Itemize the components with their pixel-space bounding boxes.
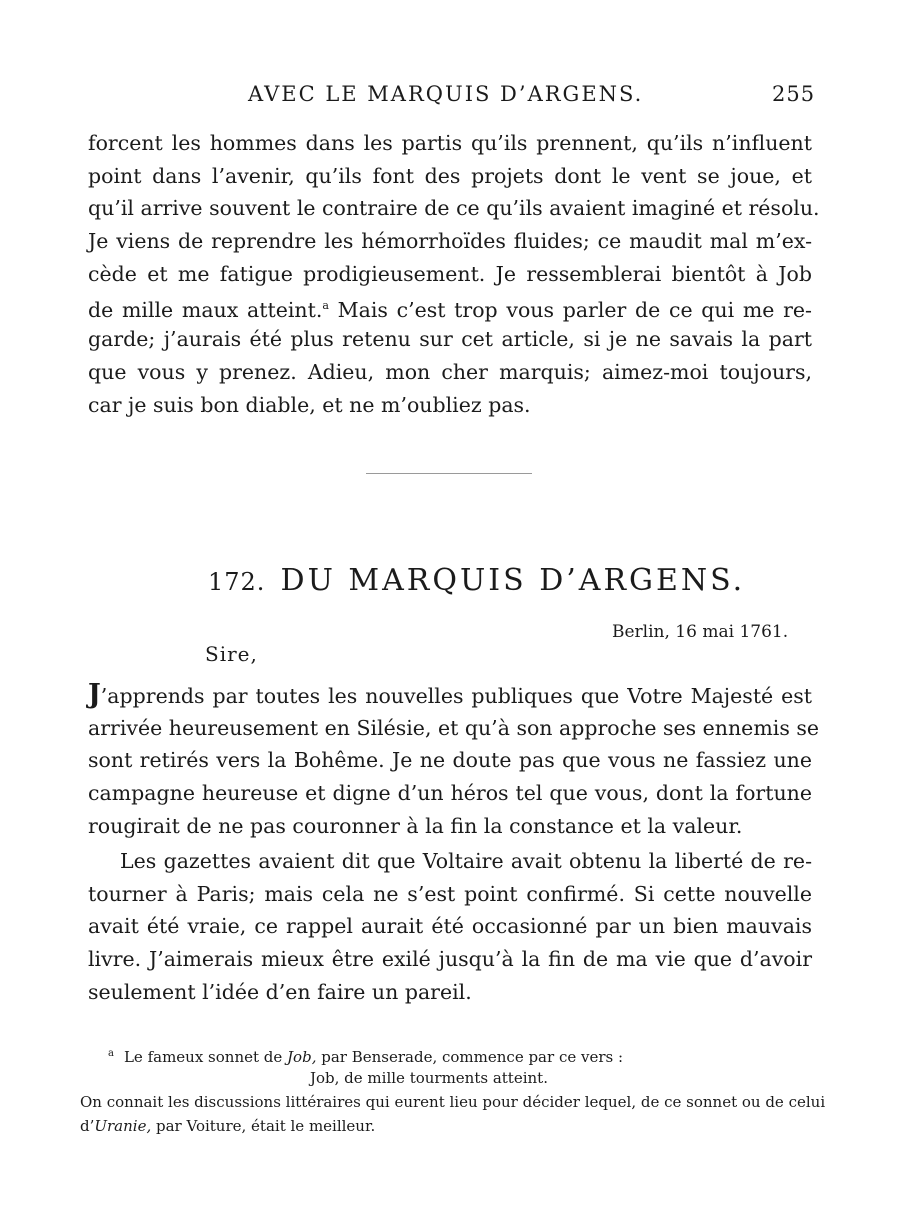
text-fragment: ’apprends par toutes les nouvelles publiques que Votre Majesté est xyxy=(100,684,812,708)
italic-title: Uranie, xyxy=(94,1117,152,1135)
text-line: sont retirés vers la Bohême. Je ne doute pas que vous ne fassiez une xyxy=(88,748,812,773)
text-line: avait été vraie, ce rappel aurait été occasionné par un bien mauvais xyxy=(88,914,812,939)
dateline: Berlin, 16 mai 1761. xyxy=(612,622,789,642)
letter-paragraph-1 xyxy=(88,679,820,842)
running-head xyxy=(0,82,900,116)
letter-title: DU MARQUIS D’ARGENS. xyxy=(280,563,746,598)
text-fragment: par Benserade, commence par ce vers : xyxy=(321,1048,624,1066)
footnote-reference: a xyxy=(322,299,329,313)
text-line: garde; j’aurais été plus retenu sur cet article, si je ne savais la part xyxy=(88,327,812,352)
drop-cap: J xyxy=(88,679,101,710)
text-line: cède et me fatigue prodigieusement. Je ressemblerai bientôt à Job xyxy=(88,261,812,286)
letter-number: 172. xyxy=(208,568,266,596)
text-line: arrivée heureusement en Silésie, et qu’à son approche ses ennemis se xyxy=(88,715,820,740)
text-fragment: par Voiture, était le meilleur. xyxy=(156,1117,376,1135)
text-line: qu’il arrive souvent le contraire de ce qu’ils avaient imaginé et résolu. xyxy=(88,196,820,221)
page-number: 255 xyxy=(772,82,816,106)
footnote-verse: Job, de mille tourments atteint. xyxy=(310,1069,548,1087)
salutation: Sire, xyxy=(205,642,258,666)
text-fragment: Mais c’est trop vous parler de ce qui me re- xyxy=(337,298,812,323)
text-line: car je suis bon diable, et ne m’oubliez pas. xyxy=(88,392,531,417)
text-line: Je viens de reprendre les hémorrhoïdes fluides; ce maudit mal m’ex- xyxy=(88,229,812,254)
footnotes xyxy=(80,1042,826,1138)
text-line: seulement l’idée d’en faire un pareil. xyxy=(88,979,472,1004)
text-line: que vous y prenez. Adieu, mon cher marquis; aimez-moi toujours, xyxy=(88,359,812,384)
text-line: point dans l’avenir, qu’ils font des projets dont le vent se joue, et xyxy=(88,163,812,188)
text-line: forcent les hommes dans les partis qu’ils prennent, qu’ils n’influent xyxy=(88,131,812,155)
text-fragment: d’ xyxy=(80,1117,95,1135)
text-fragment: Le fameux sonnet de xyxy=(123,1048,283,1066)
footnote-marker: a xyxy=(108,1048,114,1059)
previous-letter-ending xyxy=(88,127,820,421)
letter-paragraph-2 xyxy=(88,845,812,1008)
footnote-line xyxy=(80,1042,812,1066)
text-line: tourner à Paris; mais cela ne s’est point confirmé. Si cette nouvelle xyxy=(88,881,812,906)
footnote-line xyxy=(80,1114,812,1138)
text-fragment: de mille maux atteint. xyxy=(88,298,323,323)
text-line-with-dropcap xyxy=(88,679,812,712)
running-title: AVEC LE MARQUIS D’ARGENS. xyxy=(248,82,644,106)
text-line: livre. J’aimerais mieux être exilé jusqu’à la fin de ma vie que d’avoir xyxy=(88,947,812,972)
italic-title: Job, xyxy=(287,1048,317,1066)
text-line: rougirait de ne pas couronner à la fin la constance et la valeur. xyxy=(88,813,743,838)
letter-heading xyxy=(208,563,745,598)
text-line-with-footnote-ref xyxy=(88,290,812,323)
text-line: Les gazettes avaient dit que Voltaire avait obtenu la liberté de re- xyxy=(120,849,812,873)
text-line: campagne heureuse et digne d’un héros tel que vous, dont la fortune xyxy=(88,781,812,806)
footnote-line: On connait les discussions littéraires qui eurent lieu pour décider lequel, de ce sonnet ou de celui xyxy=(80,1093,826,1111)
section-divider xyxy=(366,473,532,474)
